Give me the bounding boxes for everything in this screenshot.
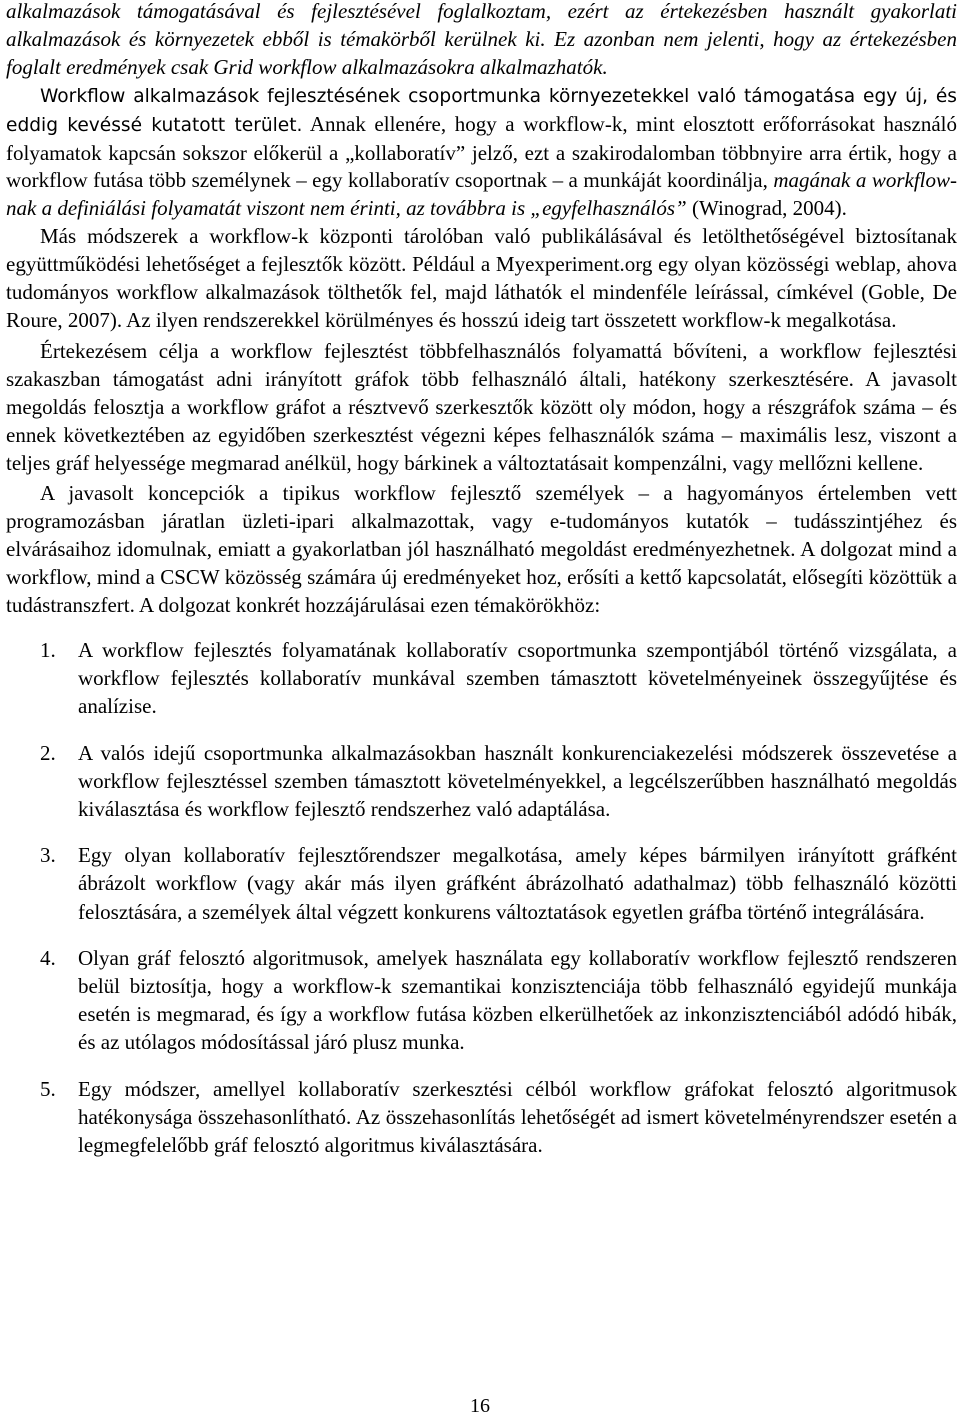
list-item	[6, 1075, 957, 1160]
thesis-goal-text: Értekezésem célja a workflow fejlesztést többfelhasználós folyamattá bővíteni, a workflow fejlesztési szakaszban támogatást adni irányított gráfok több felhasználó általi, hatékony szerkesztésére. A javasolt megoldás felosztja a workflow gráfot a résztvevő szerkesztők között oly módon, hogy a részgráfok száma – és ennek következtében az egyidőben szerkesztést végezni képes felhasználók száma – maximális lesz, viszont a teljes gráf helyessége megmarad anélkül, hogy bárkinek a változtatásait kompenzálni, vagy mellőzni kellene.	[6, 338, 957, 475]
workflow-collab-italic: magának a workflow-nak a definiálási folyamatát viszont nem érinti, az továbbra is „egyfelhasználós”	[6, 168, 958, 221]
paragraph-concepts	[6, 480, 957, 620]
list-item-text: Olyan gráf felosztó algoritmusok, amelyek használata egy kollaboratív workflow fejlesztő rendszeren belül biztosítja, hogy a workflow-k szemantikai konzisztenciája több felhasználó egyidejű munkája esetén is megmarad, és így a workflow futása közben elkerülhetőek az inkonzisztenciából adódó hibák, és az utólagos módosítással járó plusz munka.	[78, 945, 957, 1055]
list-item-text: A workflow fejlesztés folyamatának kollaboratív csoportmunka szempontjából történő vizsgálata, a workflow fejlesztés kollaboratív munkával szemben támasztott követelményeinek összegyűjtése és analízise.	[78, 637, 957, 719]
intro-italic-text: alkalmazások támogatásával és fejlesztésével foglalkoztam, ezért az értekezésben használt gyakorlati alkalmazások és környezetek ebből is témakörből kerülnek ki. Ez azonban nem jelenti, hogy az értekezésben foglalt eredmények csak Grid workflow alkalmazásokra alkalmazhatók.	[6, 0, 957, 79]
list-item-text: Egy olyan kollaboratív fejlesztőrendszer megalkotása, amely képes bármilyen irányított gráfként ábrázolt workflow (vagy akár más ilyen gráfként ábrázolható adathalmaz) több felhasználó közötti felosztására, a személyek által végzett konkurens változtatások egyetlen gráfba történő integrálására.	[78, 843, 957, 924]
list-item-number: 4.	[40, 945, 56, 970]
workflow-collab-sans-text: Workflow alkalmazások fejlesztésének csoportmunka környezetekkel való támogatása egy új, és eddig kevéssé kutatott terület.	[6, 85, 957, 136]
list-item-number: 5.	[40, 1076, 56, 1101]
paragraph-other-methods	[6, 223, 957, 335]
list-item	[6, 636, 957, 721]
paragraph-intro	[6, 0, 957, 82]
paragraph-thesis-goal	[6, 338, 957, 478]
other-methods-text: Más módszerek a workflow-k központi tárolóban való publikálásával és letölthetőségével biztosítanak együttműködési lehetőséget a fejlesztők között. Például a Myexperiment.org egy olyan közösségi weblap, ahova tudományos workflow alkalmazások tölthetők fel, majd láthatók el mindenféle leírással, címkével (Goble, De Roure, 2007). Az ilyen rendszerekkel körülményes és hosszú ideig tart összetett workflow-k megalkotása.	[6, 224, 957, 332]
list-item	[6, 841, 957, 926]
page-number: 16	[470, 1395, 490, 1417]
list-item	[6, 739, 957, 824]
list-item-number: 1.	[40, 637, 56, 662]
concepts-text: A javasolt koncepciók a tipikus workflow fejlesztő személyek – a hagyományos értelemben vett programozásban járatlan üzleti-ipari alkalmazottak, vagy e-tudományos kutatók – tudásszintjéhez és elvárásaihoz idomulnak, emiatt a gyakorlatban jól használható megoldást eredményezhetnek. A dolgozat mind a workflow, mind a CSCW közösség számára új eredményeket hoz, erősíti a kettő kapcsolatát, elősegíti közöttük a tudástranszfert. A dolgozat konkrét hozzájárulásai ezen témakörökhöz:	[6, 481, 957, 618]
list-item-number: 2.	[40, 740, 56, 765]
paragraph-workflow-collab	[6, 82, 957, 224]
list-item-text: A valós idejű csoportmunka alkalmazásokban használt konkurenciakezelési módszerek összevetése a workflow fejlesztéssel szemben támasztott követelményekkel, a legcélszerűbben használható megoldás kiválasztása és workflow fejlesztő rendszerhez való adaptálása.	[78, 740, 957, 821]
contribution-list	[6, 636, 957, 1159]
document-page	[6, 0, 957, 1159]
list-item-text: Egy módszer, amellyel kollaboratív szerkesztési célból workflow gráfokat felosztó algoritmusok hatékonysága összehasonlítható. Az összehasonlítás lehetőségét ad ismert követelményrendszer esetén a legmegfelelőbb gráf felosztó algoritmus kiválasztására.	[78, 1076, 957, 1157]
list-item	[6, 944, 957, 1057]
workflow-collab-text-a: Annak ellenére, hogy a workflow-k, mint elosztott erőforrásokat használó folyamatok kapcsán sokszor előkerül a „kollaboratív” jelző, ezt a szakirodalomban többnyire arra értik, hogy a workflow futása több személynek – egy kollaboratív csoportnak – a munkáját koordinálja,	[6, 111, 957, 193]
workflow-collab-text-b: (Winograd, 2004).	[686, 196, 847, 221]
list-item-number: 3.	[40, 843, 56, 868]
